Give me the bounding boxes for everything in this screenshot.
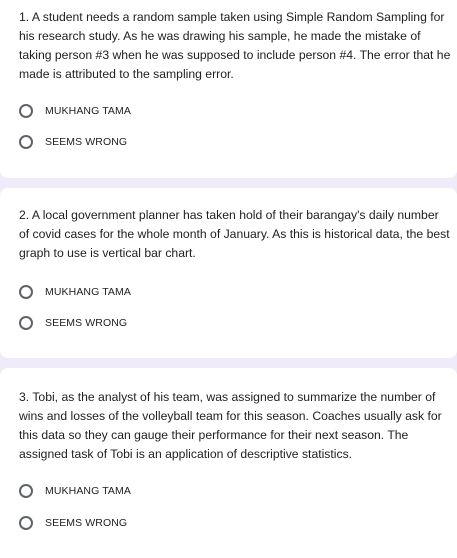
- option-label: SEEMS WRONG: [45, 136, 128, 148]
- option-label: SEEMS WRONG: [45, 517, 128, 529]
- radio-button-icon[interactable]: [19, 285, 33, 299]
- question-text: 1. A student needs a random sample taken using Simple Random Sampling for his research study. As he was drawing his sample, he made the mistake of taking person #3 when he was supposed to include person #4. The error that he made is attributed to the sampling error.: [19, 10, 451, 81]
- option-seems-wrong[interactable]: [19, 513, 127, 533]
- option-label: SEEMS WRONG: [45, 317, 128, 329]
- question-text: 3. Tobi, as the analyst of his team, was assigned to summarize the number of wins and losses of the volleyball team for this season. Coaches usually ask for this data so they can gauge their performance for their next season. The assigned task of Tobi is an application of descriptive statistics.: [19, 390, 442, 461]
- option-seems-wrong[interactable]: [19, 132, 127, 152]
- option-mukhang-tama[interactable]: [19, 481, 131, 501]
- option-mukhang-tama[interactable]: [19, 101, 131, 121]
- option-label: MUKHANG TAMA: [45, 485, 131, 497]
- radio-button-icon[interactable]: [19, 316, 33, 330]
- radio-button-icon[interactable]: [19, 104, 33, 118]
- option-seems-wrong[interactable]: [19, 313, 127, 333]
- option-label: MUKHANG TAMA: [45, 105, 131, 117]
- option-label: MUKHANG TAMA: [45, 286, 131, 298]
- question-card-2: [0, 188, 457, 358]
- option-mukhang-tama[interactable]: [19, 282, 131, 302]
- radio-button-icon[interactable]: [19, 484, 33, 498]
- question-card-3: [0, 368, 457, 558]
- radio-button-icon[interactable]: [19, 516, 33, 530]
- question-card-1: [0, 0, 457, 178]
- radio-button-icon[interactable]: [19, 135, 33, 149]
- question-text: 2. A local government planner has taken hold of their barangay's daily number of covid cases for the whole month of January. As this is historical data, the best graph to use is vertical bar chart.: [19, 208, 450, 260]
